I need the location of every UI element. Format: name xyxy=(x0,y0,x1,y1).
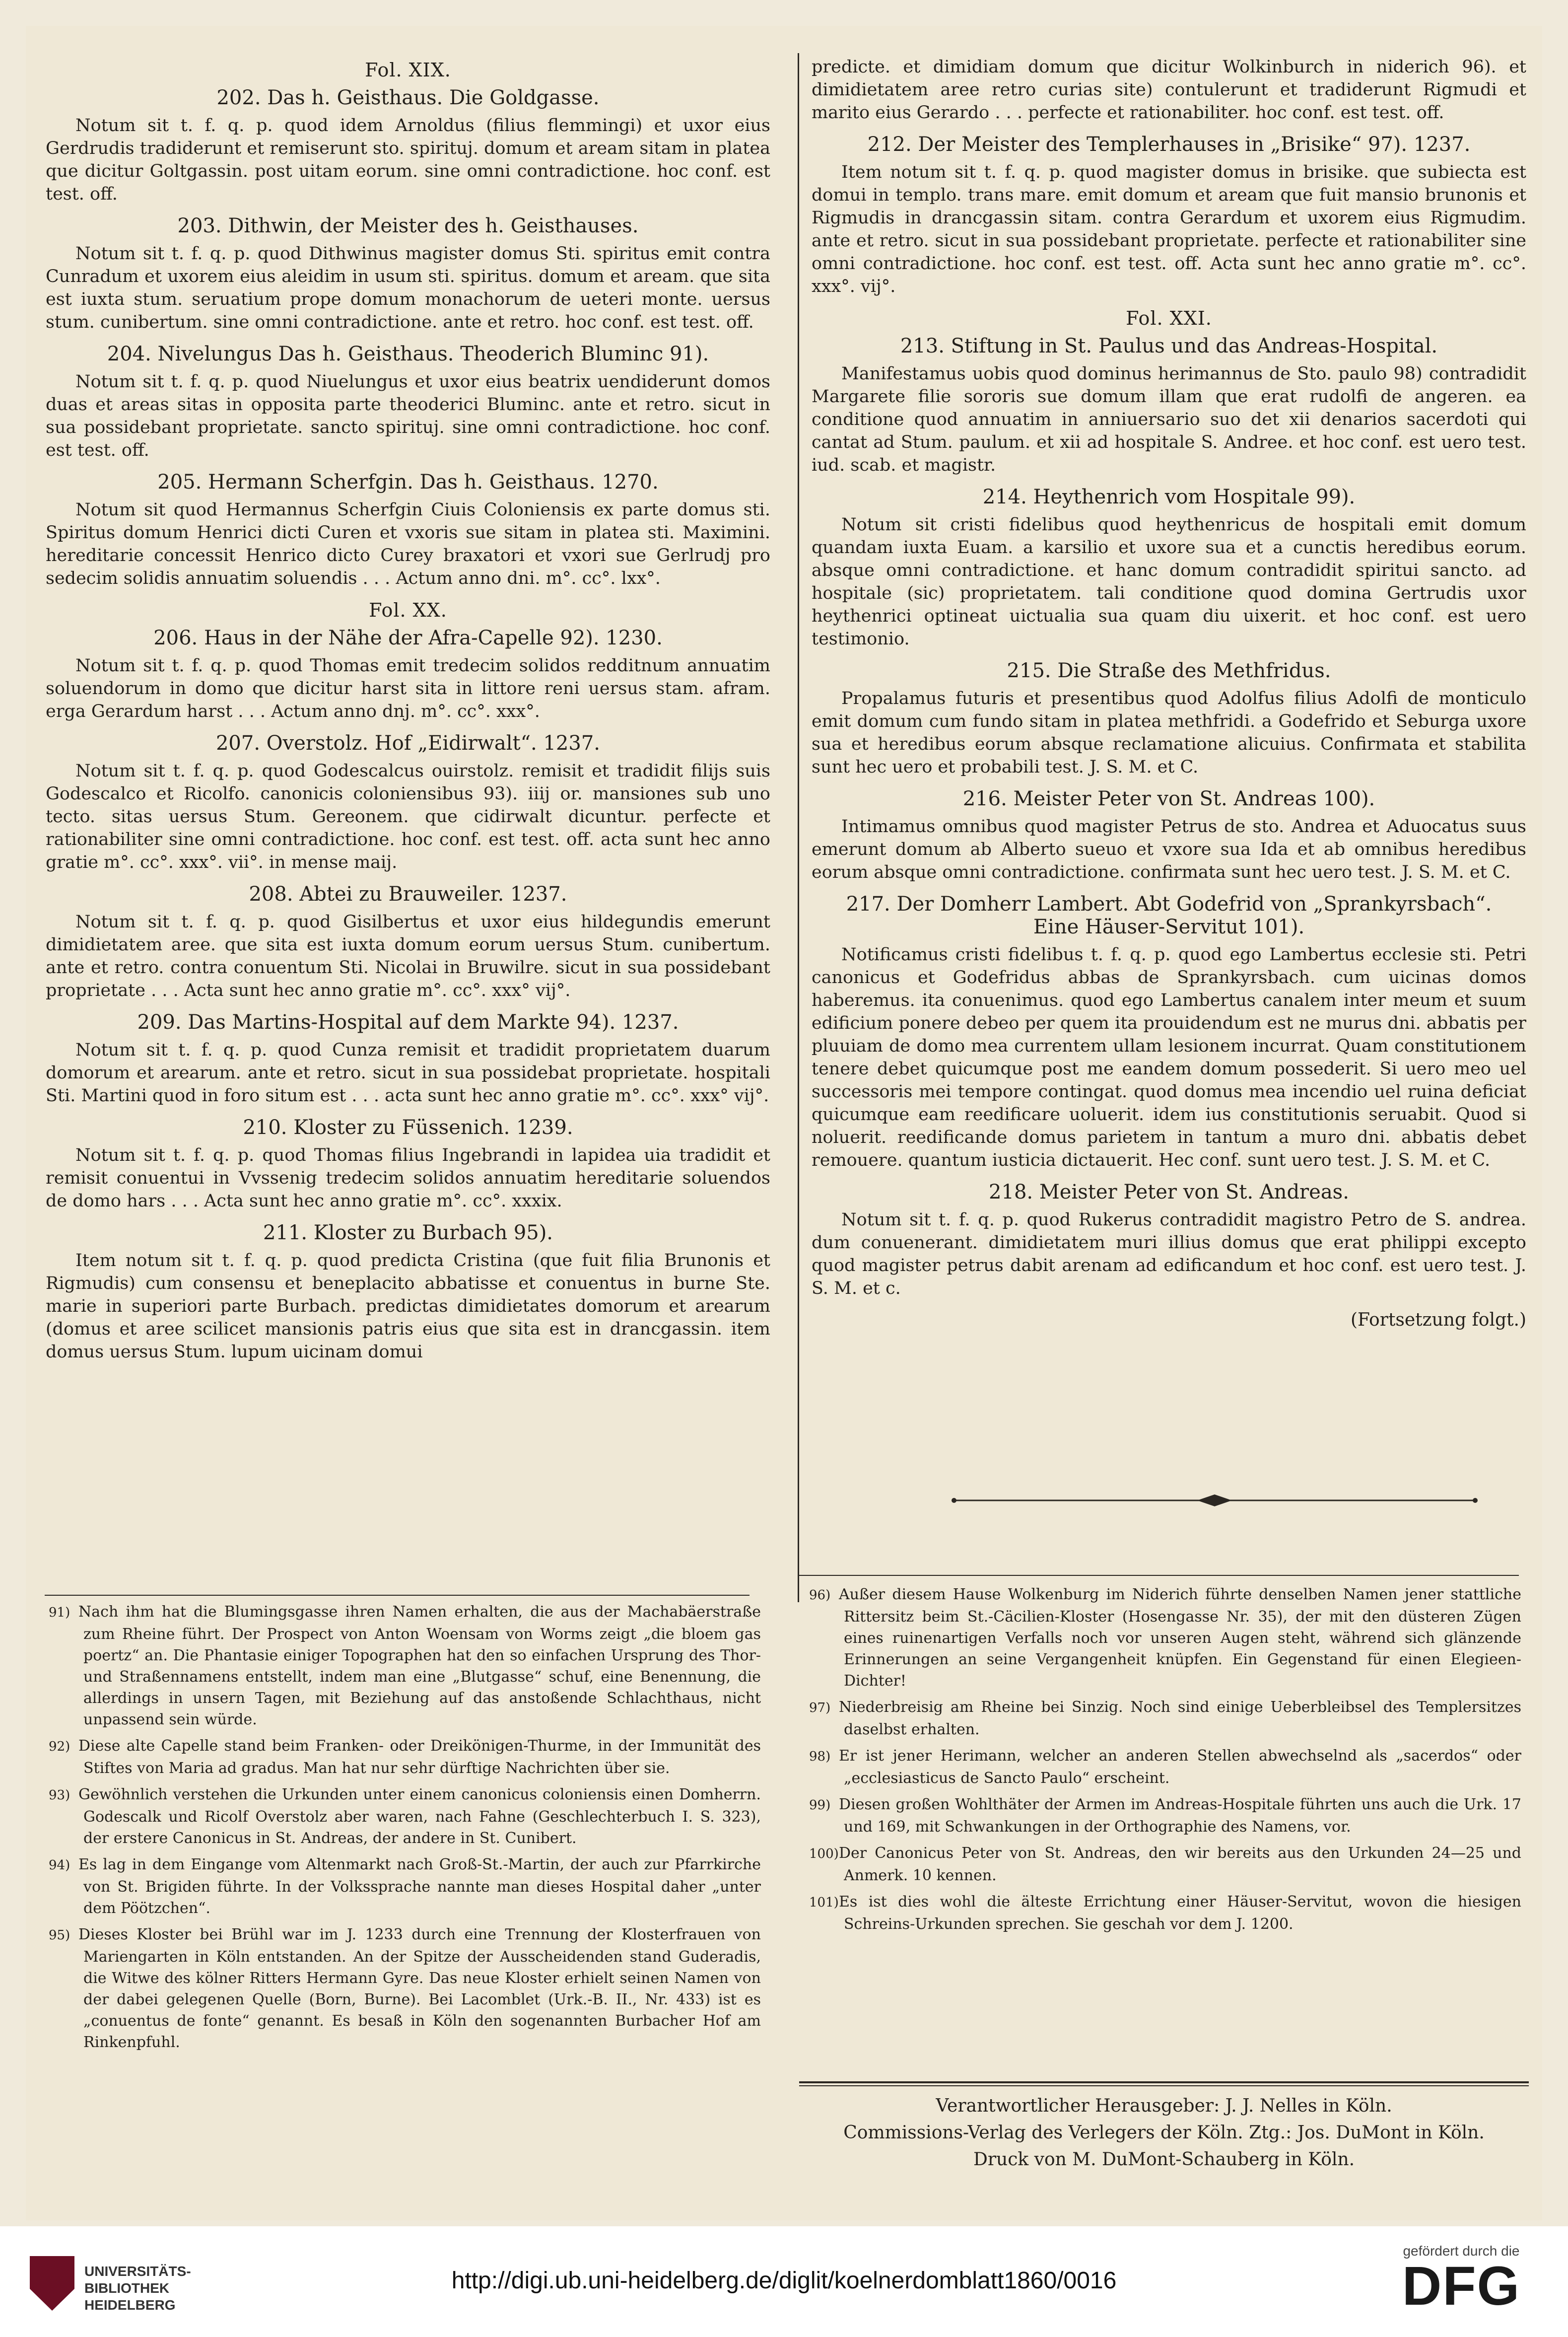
footnote-number: 91) xyxy=(49,1605,70,1620)
entry-heading: 204. Nivelungus Das h. Geisthaus. Theoderich Bluminc 91). xyxy=(107,343,709,365)
entry-heading: 208. Abtei zu Brauweiler. 1237. xyxy=(249,883,567,906)
entry-text: Notum sit t. f. q. p. quod Dithwinus magister domus Sti. spiritus emit contra Cunradum et uxorem eius aleidim in usum sti. spiritus. domum et aream. que sita est iuxta stum. seruatium prope domum monachorum de ueteri monte. uersus stum. cunibertum. sine omni contradictione. ante et retro. hoc conf. est test. off. xyxy=(46,244,770,332)
footnote-number: 98) xyxy=(809,1749,831,1764)
entry-heading: 205. Hermann Scherfgin. Das h. Geisthaus. 1270. xyxy=(157,471,659,494)
entry-text: Notum sit t. f. q. p. quod Niuelungus et uxor eius beatrix uendiderunt domos duas et areas sitas in opposita parte theoderici Bluminc. ante et retro. sicut in sua possidebant proprietate. sancto spirituj. sine omni contradictione. hoc conf. est test. off. xyxy=(46,372,770,460)
footnote-text: Nach ihm hat die Blumingsgasse ihren Namen erhalten, die aus der Machabäerstraße zum Rheine führt. Der Prospect von Anton Woensam von Worms zeigt „die bloem gas poertz“ an. Die Phantasie einiger Topographen hat den so einfachen Ursprung des Thor- und Straßennamens entstellt, indem man eine „Blutgasse“ schuf, eine Benennung, die allerdings in unsern Tagen, mit Beziehung auf das anstoßende Schlachthaus, nicht unpassend sein würde. xyxy=(78,1603,761,1728)
entry-heading: 211. Kloster zu Burbach 95). xyxy=(263,1221,553,1244)
dfg-wordmark: DFG xyxy=(1402,2256,1521,2317)
footnote-text: Gewöhnlich verstehen die Urkunden unter einem canonicus coloniensis einen Domherrn. Godescalk und Ricolf Overstolz aber waren, nach Fahne (Geschlechterbuch I. S. 323), der erstere Canonicus in St. Andreas, der andere in St. Cunibert. xyxy=(78,1786,761,1847)
library-name-line: BIBLIOTHEK xyxy=(84,2280,170,2296)
footnotes-left xyxy=(39,1601,761,2058)
entry-heading: 216. Meister Peter von St. Andreas 100). xyxy=(962,787,1375,810)
entry-text: Notum sit t. f. q. p. quod idem Arnoldus (filius flemmingi) et uxor eius Gerdrudis tradiderunt et remiserunt sto. spirituj. domum et aream sitam in platea que dicitur Goltgassin. post uitam eorum. sine omni contradictione. hoc conf. est test. off. xyxy=(46,116,770,204)
entry-text: Manifestamus uobis quod dominus herimannus de Sto. paulo 98) contradidit Margarete filie sororis sue domum illam que erat rudolfi de angeren. ea conditione quod annuatim in anniuersario suo det xii denarios sacerdoti qui cantat ad Stum. paulum. et xii ad hospitale S. Andree. et hoc conf. est uero test. iud. scab. et magistr. xyxy=(812,364,1526,475)
entry-text: Notum sit t. f. q. p. quod Thomas filius Ingebrandi in lapidea uia tradidit et remisit conuentui in Vvssenig tredecim solidos annuatim hereditarie soluendos de domo hars . . . Acta sunt hec anno gratie m°. cc°. xxxix. xyxy=(46,1145,770,1211)
footnote xyxy=(39,1735,761,1779)
library-name-line: UNIVERSITÄTS- xyxy=(84,2264,191,2279)
continuation-note: (Fortsetzung folgt.) xyxy=(1351,1310,1526,1330)
entry-text: Propalamus futuris et presentibus quod Adolfus filius Adolfi de monticulo emit domum cum fundo sitam in platea methfridi. a Godefrido et Seburga uxore sua et heredibus eorum absque reclamatione alicuius. Confirmata et stabilita sunt hec uero et probabili test. J. S. M. et C. xyxy=(812,689,1526,777)
footnote-number: 101) xyxy=(809,1895,839,1910)
entry-text: Notificamus cristi fidelibus t. f. q. p. quod ego Lambertus ecclesie sti. Petri canonicus et Godefridus abbas de Sprankyrsbach. cum uicinas domos haberemus. ita conuenimus. quod ego Lambertus canalem inter meum et suum edificium ponere debeo per quem ita prouidendum est ne murus dni. abbatis per pluuiam de domo mea currentem ullam lesionem incurrat. Quam constitutionem tenere debet quicumque post me eandem domum possederit. Si uero meo uel successoris mei tempore contingat. quod domus mea incendio uel ruina deficiat quicumque eam reedificare uoluerit. idem ius constitutionis seruabit. Quod si noluerit. reedificande domus parietem in tantum a muro dni. abbatis debet remouere. quantum iusticia dictauerit. Hec conf. sunt uero test. J. S. M. et C. xyxy=(812,945,1526,1170)
imprint-publisher: Commissions-Verlag des Verlegers der Köln. Ztg.: Jos. DuMont in Köln. xyxy=(843,2123,1485,2143)
footnote-number: 100) xyxy=(809,1846,839,1861)
entry-text: Notum sit t. f. q. p. quod Thomas emit tredecim solidos redditnum annuatim soluendorum in domo que dicitur harst sita in littore reni uersus stam. afram. erga Gerardum harst . . . Actum anno dnj. m°. cc°. xxx°. xyxy=(46,656,770,721)
entry-heading: 214. Heythenrich vom Hospitale 99). xyxy=(982,486,1356,508)
folio-heading: Fol. XXI. xyxy=(1126,307,1212,329)
footnote-number: 97) xyxy=(809,1700,831,1715)
footnote-text: Außer diesem Hause Wolkenburg im Niderich führte denselben Namen jener stattliche Rittersitz beim St.-Cäcilien-Kloster (Hosengasse Nr. 35), der mit den düsteren Zügen eines ruinenartigen Verfalls noch vor unseren Augen steht, während sich glänzende Erinnerungen an seine Vergangenheit knüpfen. Ein Gegenstand für einen Elegieen-Dichter! xyxy=(839,1586,1521,1690)
footnote-text: Diese alte Capelle stand beim Franken- oder Dreikönigen-Thurme, in der Immunität des Stiftes von Maria ad gradus. Man hat nur sehr dürftige Nachrichten über sie. xyxy=(78,1737,761,1777)
footnote xyxy=(799,1745,1521,1789)
footnote-rule xyxy=(799,1575,1519,1576)
footnote-number: 94) xyxy=(49,1858,70,1873)
footnote xyxy=(799,1794,1521,1838)
entry-text: Item notum sit t. f. q. p. quod magister domus in brisike. que subiecta est domui in templo. trans mare. emit domum et aream que fuit mansio brunonis et Rigmudis in drancgassin sitam. contra Gerardum et uxorem eius Rigmudim. ante et retro. sicut in sua possidebant proprietate. perfecte et rationabiliter sine omni contradictione. hoc conf. est test. off. Acta sunt hec anno gratie m°. cc°. xxx°. vij°. xyxy=(812,162,1526,296)
entry-heading: 206. Haus in der Nähe der Afra-Capelle 92). 1230. xyxy=(153,627,663,649)
entry-heading: 215. Die Straße des Methfridus. xyxy=(1007,659,1331,682)
imprint-rule xyxy=(799,2081,1529,2083)
entry-heading: 202. Das h. Geisthaus. Die Goldgasse. xyxy=(216,86,600,109)
footnote xyxy=(39,1854,761,1919)
footnote-number: 99) xyxy=(809,1798,831,1813)
entry-text: Notum sit t. f. q. p. quod Gisilbertus et uxor eius hildegundis emerunt dimidietatem aree. que sita est iuxta domum eorum uersus Stum. cunibertum. ante et retro. contra conuentum Sti. Nicolai in Bruwilre. sicut in sua possidebant proprietate . . . Acta sunt hec anno gratie m°. cc°. xxx° vij°. xyxy=(46,912,770,1000)
imprint-printer: Druck von M. DuMont-Schauberg in Köln. xyxy=(973,2149,1355,2170)
entry-heading: 209. Das Martins-Hospital auf dem Markte 94). 1237. xyxy=(137,1011,679,1034)
entry-text: Notum sit cristi fidelibus quod heythenricus de hospitali emit domum quandam iuxta Euam. a karsilio et uxore sua et a cunctis heredibus eorum. absque omni contradictione. et hanc domum contradidit spiritui sancto. ad hospitale (sic) proprietatem. tali conditione quod domina Gertrudis uxor heythenrici optineat uictualia sua quam diu uixerit. et hoc conf. est uero testimonio. xyxy=(812,515,1526,649)
entry-heading: 213. Stiftung in St. Paulus und das Andreas-Hospital. xyxy=(900,335,1438,357)
footnote-number: 95) xyxy=(49,1928,70,1943)
entry-heading: 203. Dithwin, der Meister des h. Geisthauses. xyxy=(177,214,639,237)
imprint-rule xyxy=(799,2085,1529,2086)
footnote xyxy=(799,1697,1521,1740)
entry-heading: 207. Overstolz. Hof „Eidirwalt“. 1237. xyxy=(215,732,600,755)
folio-heading: Fol. XIX. xyxy=(365,59,451,81)
footnote-rule xyxy=(45,1595,750,1596)
entry-text: Item notum sit t. f. q. p. quod predicta Cristina (que fuit filia Brunonis et Rigmudis) cum consensu et beneplacito abbatisse et conuentus in burne Ste. marie in superiori parte Burbach. predictas dimidietates domorum et arearum (domus et aree scilicet mansionis patris eius que sita est in drancgassin. item domus uersus Stum. lupum uicinam domui xyxy=(46,1251,770,1362)
entry-text: Notum sit quod Hermannus Scherfgin Ciuis Coloniensis ex parte domus sti. Spiritus domum Henrici dicti Curen et vxoris sue sitam in platea sti. Maximini. hereditarie concessit Henrico dicto Curey braxatori et vxori sue Gerlrudj pro sedecim solidis annuatim soluendis . . . Actum anno dni. m°. cc°. lxx°. xyxy=(46,500,770,588)
right-column xyxy=(798,56,1526,1332)
footnote-text: Er ist jener Herimann, welcher an anderen Stellen abwechselnd als „sacerdos“ oder „ecclesiasticus de Sancto Paulo“ erscheint. xyxy=(839,1747,1521,1787)
left-column xyxy=(46,56,770,1372)
footnote-text: Dieses Kloster bei Brühl war im J. 1233 durch eine Trennung der Klosterfrauen von Mariengarten in Köln entstanden. An der Spitze der Ausscheidenden stand Guderadis, die Witwe des kölner Ritters Hermann Gyre. Das neue Kloster erhielt seinen Namen von der dabei gelegenen Quelle (Born, Burne). Bei Lacomblet (Urk.-B. II., Nr. 433) ist es „conuentus de fonte“ genannt. Es besaß in Köln den sogenannten Burbacher Hof am Rinkenpfuhl. xyxy=(78,1926,761,2051)
footnote-number: 92) xyxy=(49,1739,70,1754)
permalink-url[interactable]: http://digi.ub.uni-heidelberg.de/diglit/koelnerdomblatt1860/0016 xyxy=(451,2267,1117,2294)
footer-bar xyxy=(0,2226,1568,2337)
footnote xyxy=(799,1842,1521,1886)
entry-heading: 217. Der Domherr Lambert. Abt Godefrid von „Sprankyrsbach“. xyxy=(846,893,1492,916)
footnote-text: Niederbreisig am Rheine bei Sinzig. Noch sind einige Ueberbleibsel des Templersitzes daselbst erhalten. xyxy=(839,1699,1521,1738)
entry-text: predicte. et dimidiam domum que dicitur Wolkinburch in niderich 96). et dimidietatem aree retro curias site) contulerunt et tradiderunt Rigmudi et marito eius Gerardo . . . perfecte et rationabiliter. hoc conf. est test. off. xyxy=(812,57,1526,123)
folio-heading: Fol. XX. xyxy=(369,599,447,621)
footnote-text: Es ist dies wohl die älteste Errichtung einer Häuser-Servitut, wovon die hiesigen Schreins-Urkunden sprechen. Sie geschah vor dem J. 1200. xyxy=(839,1893,1521,1933)
footnote-number: 96) xyxy=(809,1588,831,1603)
dfg-logo[interactable] xyxy=(1384,2243,1538,2317)
footnote xyxy=(799,1891,1521,1935)
entry-text: Notum sit t. f. q. p. quod Godescalcus ouirstolz. remisit et tradidit filijs suis Godescalco et Ricolfo. canonicis coloniensibus 93). iiij or. mansiones sub uno tecto. sitas uersus Stum. Gereonem. que cidirwalt dicuntur. perfecte et rationabiliter sine omni contradictione. hoc conf. est test. off. acta sunt hec anno gratie m°. cc°. xxx°. vii°. in mense maij. xyxy=(46,761,770,872)
footnote-text: Es lag in dem Eingange vom Altenmarkt nach Groß-St.-Martin, der auch zur Pfarrkirche von St. Brigiden führte. In der Volkssprache nannte man dieses Hospital daher „unter dem Pöötzchen“. xyxy=(78,1856,761,1917)
footnote xyxy=(39,1924,761,2053)
footnote-text: Diesen großen Wohlthäter der Armen im Andreas-Hospitale führten uns auch die Urk. 17 und 169, mit Schwankungen in der Orthographie des Namens, vor. xyxy=(839,1796,1521,1836)
imprint-editor: Verantwortlicher Herausgeber: J. J. Nelles in Köln. xyxy=(936,2096,1392,2116)
library-name-line: HEIDELBERG xyxy=(84,2297,176,2313)
entry-heading: 218. Meister Peter von St. Andreas. xyxy=(989,1181,1349,1204)
entry-text: Intimamus omnibus quod magister Petrus de sto. Andrea et Aduocatus suus emerunt domum ab Alberto sueuo et vxore sua Ida et ab omnibus heredibus eorum absque omni contradictione. confirmata sunt hec uero test. J. S. M. et C. xyxy=(812,817,1526,882)
footnote-number: 93) xyxy=(49,1788,70,1803)
entry-text: Notum sit t. f. q. p. quod Cunza remisit et tradidit proprietatem duarum domorum et arearum. ante et retro. sicut in sua possidebat proprietate. hospitali Sti. Martini quod in foro situm est . . . acta sunt hec anno gratie m°. cc°. xxx° vij°. xyxy=(46,1040,770,1106)
funded-by-label: gefördert durch die xyxy=(1403,2243,1520,2259)
imprint xyxy=(799,2093,1529,2173)
entry-heading: 210. Kloster zu Füssenich. 1239. xyxy=(243,1116,573,1139)
entry-subheading: Eine Häuser-Servitut 101). xyxy=(1033,916,1305,938)
footnote-text: Der Canonicus Peter von St. Andreas, den wir bereits aus den Urkunden 24—25 und Anmerk. 10 kennen. xyxy=(839,1844,1521,1884)
footnote xyxy=(39,1784,761,1849)
footnotes-right xyxy=(799,1584,1521,1940)
footnote xyxy=(799,1584,1521,1692)
ornamental-rule xyxy=(934,1490,1495,1510)
entry-text: Notum sit t. f. q. p. quod Rukerus contradidit magistro Petro de S. andrea. dum conuenerant. dimidietatem muri illius domus que erat philippi excepto quod magister petrus dabit arenam ad edificandum et hoc conf. est uero test. J. S. M. et c. xyxy=(812,1210,1526,1298)
footnote xyxy=(39,1601,761,1730)
entry-heading: 212. Der Meister des Templerhauses in „Brisike“ 97). 1237. xyxy=(867,133,1471,156)
